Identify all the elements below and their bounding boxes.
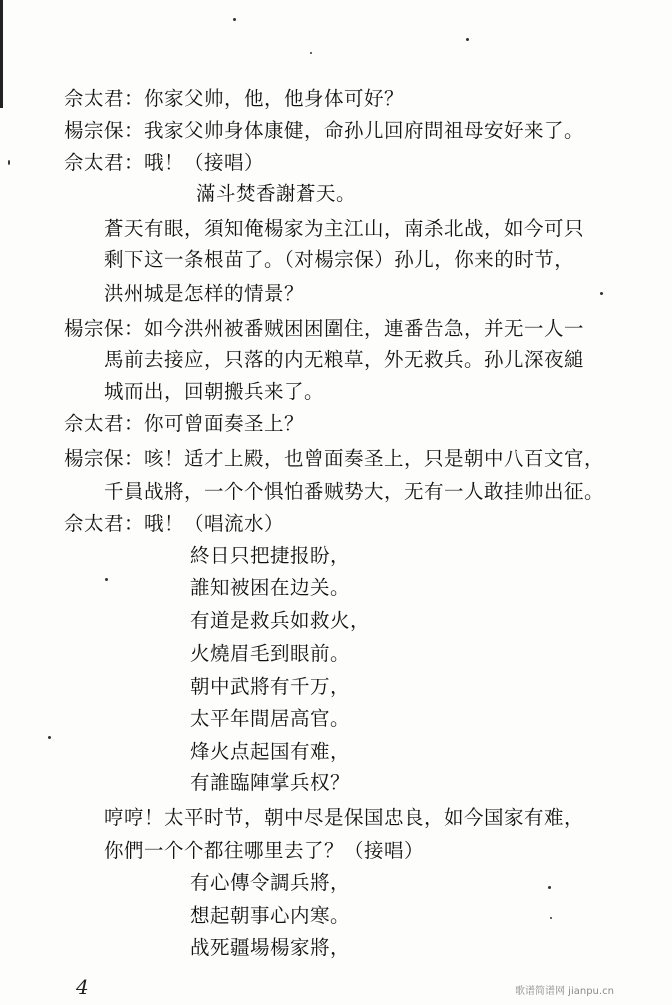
text-line: 佘太君：你家父帅，他，他身体可好？ — [64, 87, 405, 110]
text-line: 剩下这一条根苗了。（对楊宗保）孙儿，你来的时节， — [104, 248, 575, 271]
text-line: 哼哼！太平时节，朝中尽是保国忠良，如今国家有难， — [104, 806, 585, 829]
text-line: 你們一个个都往哪里去了？（接唱） — [104, 839, 425, 862]
scan-speck — [105, 578, 108, 581]
verse-line: 战死疆場楊家將， — [190, 936, 351, 959]
verse-line: 終日只把捷报盼， — [190, 544, 351, 567]
text-line: 城而出，回朝搬兵来了。 — [104, 380, 325, 403]
text-line: 佘太君：哦！（唱流水） — [64, 512, 285, 535]
text-line: 楊宗保：咳！适才上殿，也曾面奏圣上，只是朝中八百文官， — [64, 447, 605, 470]
verse-line: 火燒眉毛到眼前。 — [190, 642, 351, 665]
verse-line: 有道是救兵如救火， — [190, 609, 371, 632]
text-line: 馬前去接应，只落的内无粮草，外无救兵。孙儿深夜縋 — [104, 348, 585, 371]
scan-speck — [8, 160, 10, 165]
scan-speck — [550, 917, 552, 919]
verse-line: 太平年間居高官。 — [190, 707, 351, 730]
scan-speck — [466, 38, 469, 41]
scan-speck — [548, 886, 551, 889]
verse-line: 有心傳令調兵將， — [190, 871, 351, 894]
text-line: 楊宗保：如今洪州被番贼困困圍住，連番告急，并无一人一 — [64, 317, 585, 340]
text-line: 佘太君：哦！（接唱） — [64, 151, 265, 174]
watermark: 歌谱简谱网 jianpu.cn — [515, 986, 614, 997]
page-number: 4 — [76, 975, 89, 999]
scan-edge-mark — [0, 0, 3, 108]
text-line: 蒼天有眼，須知俺楊家为主江山，南杀北战，如今可只 — [104, 217, 585, 240]
text-line: 楊宗保：我家父帅身体康健，命孙儿回府問祖母安好来了。 — [64, 119, 585, 142]
verse-line: 烽火点起国有难， — [190, 740, 351, 763]
text-line: 千員战將，一个个惧怕番贼势大，无有一人敢挂帅出征。 — [104, 480, 605, 503]
text-line: 滿斗焚香謝蒼天。 — [196, 182, 357, 205]
scan-speck — [233, 18, 236, 21]
scan-speck — [310, 52, 312, 54]
verse-line: 有誰臨陣掌兵权？ — [190, 771, 351, 794]
verse-line: 誰知被困在边关。 — [190, 576, 351, 599]
scan-speck — [600, 292, 603, 295]
verse-line: 朝中武將有千万， — [190, 675, 351, 698]
text-line: 洪州城是怎样的情景？ — [104, 282, 305, 305]
verse-line: 想起朝事心内寒。 — [190, 904, 351, 927]
text-line: 佘太君：你可曾面奏圣上？ — [64, 412, 305, 435]
scan-speck — [48, 736, 51, 739]
